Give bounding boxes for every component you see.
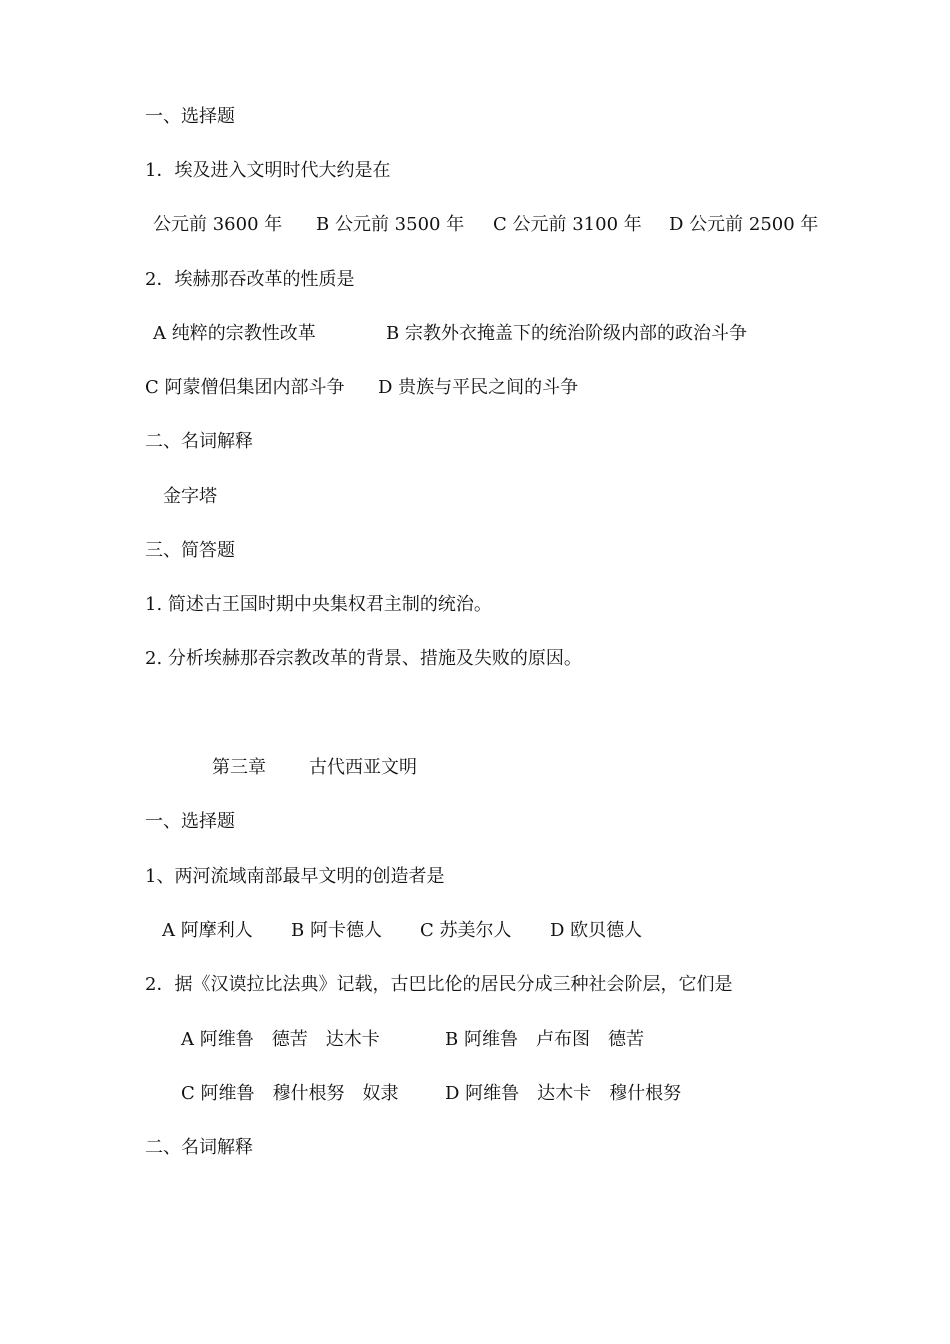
section-heading-terms: 二、名词解释 [145,431,253,452]
q1-option-b: B 公元前 3500 年 [316,214,465,235]
chapter-title: 古代西亚文明 [309,757,417,778]
short-answer-2: 2. 分析埃赫那吞宗教改革的背景、措施及失败的原因。 [145,648,582,669]
term-pyramid: 金字塔 [163,486,217,507]
ch3-q2-option-c: C 阿维鲁 穆什根努 奴隶 [181,1083,399,1104]
q2-option-b: B 宗教外衣掩盖下的统治阶级内部的政治斗争 [386,323,747,344]
ch3-q2-option-b: B 阿维鲁 卢布图 德苦 [445,1029,644,1050]
chapter-number: 第三章 [212,757,266,778]
ch3-question-2: 2．据《汉谟拉比法典》记载，古巴比伦的居民分成三种社会阶层，它们是 [145,974,733,995]
short-answer-1: 1. 简述古王国时期中央集权君主制的统治。 [145,594,492,615]
ch3-q2-option-d: D 阿维鲁 达木卡 穆什根努 [445,1083,682,1104]
ch3-q1-option-c: C 苏美尔人 [420,920,512,941]
ch3-question-1: 1、两河流域南部最早文明的创造者是 [145,866,445,887]
question-2: 2．埃赫那吞改革的性质是 [145,269,355,290]
ch3-q2-option-a: A 阿维鲁 德苦 达木卡 [181,1029,380,1050]
section-heading-choice: 一、选择题 [145,106,235,127]
q1-option-d: D 公元前 2500 年 [669,214,819,235]
ch3-q1-option-d: D 欧贝德人 [550,920,643,941]
ch3-q1-option-a: A 阿摩利人 [162,920,253,941]
section-heading-short-answer: 三、简答题 [145,540,235,561]
q2-option-d: D 贵族与平民之间的斗争 [378,377,579,398]
section-heading-terms-2: 二、名词解释 [145,1137,253,1158]
section-heading-choice-2: 一、选择题 [145,811,235,832]
q1-option-a: 公元前 3600 年 [153,214,283,235]
ch3-q1-option-b: B 阿卡德人 [291,920,382,941]
question-1: 1．埃及进入文明时代大约是在 [145,160,391,181]
q1-option-c: C 公元前 3100 年 [493,214,642,235]
q2-option-a: A 纯粹的宗教性改革 [153,323,316,344]
q2-option-c: C 阿蒙僧侣集团内部斗争 [145,377,345,398]
